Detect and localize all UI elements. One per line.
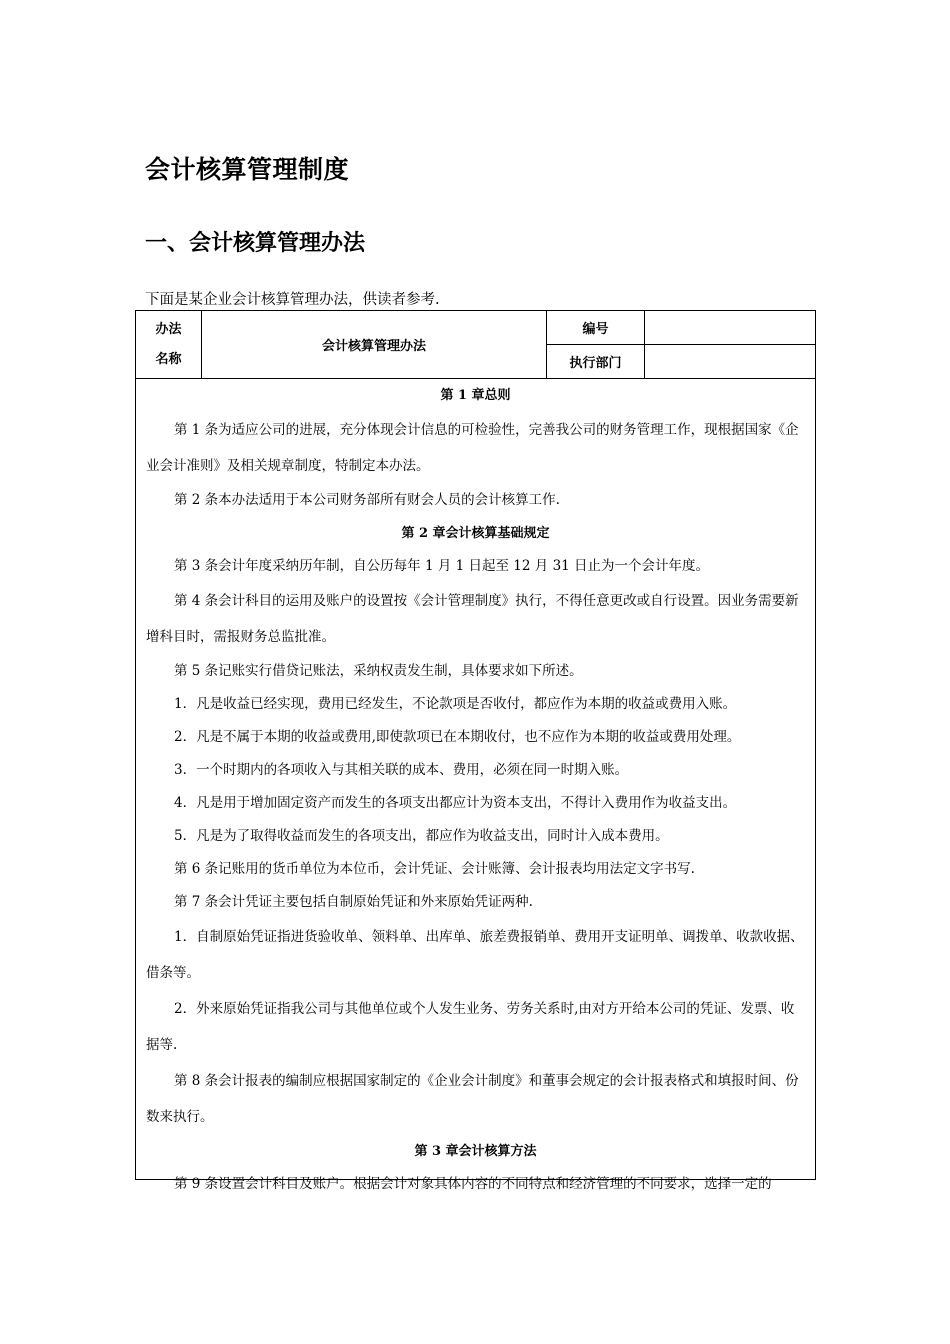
article-5: 第 5 条记账实行借贷记账法，采纳权责发生制，具体要求如下所述。 [174,663,583,679]
method-name-label-cell [136,311,202,379]
chapter-1-heading: 第 1 章总则 [440,388,511,403]
chapter-2-heading: 第 2 章会计核算基础规定 [401,526,550,541]
method-name-label-2: 名称 [155,351,182,367]
article-5-item-2: 2．凡是不属于本期的收益或费用,即使款项已在本期收付，也不应作为本期的收益或费用处理。 [174,729,741,745]
article-5-item-1: 1．凡是收益已经实现，费用已经发生，不论款项是否收付，都应作为本期的收益或费用入账。 [174,696,737,712]
document-title: 会计核算管理制度 [145,155,350,184]
dept-value [645,345,816,379]
article-8: 第 8 条会计报表的编制应根据国家制定的《企业会计制度》和董事会规定的会计报表格式和填报时间、份数来执行。 [146,1073,799,1125]
chapter-3-heading: 第 3 章会计核算方法 [414,1144,537,1159]
intro-text: 下面是某企业会计核算管理办法，供读者参考. [145,292,440,308]
section-heading: 一、会计核算管理办法 [145,231,366,256]
method-name-label-1: 办法 [155,321,182,337]
dept-label: 执行部门 [547,345,645,379]
regulation-body [136,379,816,1192]
article-7-item-2: 2．外来原始凭证指我公司与其他单位或个人发生业务、劳务关系时,由对方开给本公司的凭证、发票、收据等. [146,1001,795,1053]
article-3: 第 3 条会计年度采纳历年制，自公历每年 1 月 1 日起至 12 月 31 日止为一个会计年度。 [174,558,710,574]
article-5-item-3: 3．一个时期内的各项收入与其相关联的成本、费用，必须在同一时期入账。 [174,762,629,778]
article-6: 第 6 条记账用的货币单位为本位币，会计凭证、会计账簿、会计报表均用法定文字书写. [174,861,695,877]
article-5-item-5: 5．凡是为了取得收益而发生的各项支出，都应作为收益支出，同时计入成本费用。 [174,828,669,844]
regulation-table [135,310,816,1192]
method-name-value: 会计核算管理办法 [202,311,547,379]
number-value [645,311,816,345]
article-7-item-1: 1．自制原始凭证指进货验收单、领料单、出库单、旅差费报销单、费用开支证明单、调拨单、收款收据、借条等。 [146,929,804,981]
article-2: 第 2 条本办法适用于本公司财务部所有财会人员的会计核算工作. [174,492,560,508]
article-9: 第 9 条设置会计科目及账户。根据会计对象具体内容的不同特点和经济管理的不同要求，选择一定的 [174,1176,772,1192]
article-1: 第 1 条为适应公司的进展，充分体现会计信息的可检验性，完善我公司的财务管理工作，现根据国家《企业会计准则》及相关规章制度，特制定本办法。 [146,422,799,474]
article-5-item-4: 4．凡是用于增加固定资产而发生的各项支出都应计为资本支出，不得计入费用作为收益支出。 [174,795,737,811]
article-4: 第 4 条会计科目的运用及账户的设置按《会计管理制度》执行，不得任意更改或自行设置。因业务需要新增科目时，需报财务总监批准。 [146,593,799,645]
number-label: 编号 [547,311,645,345]
article-7: 第 7 条会计凭证主要包括自制原始凭证和外来原始凭证两种. [174,894,533,910]
